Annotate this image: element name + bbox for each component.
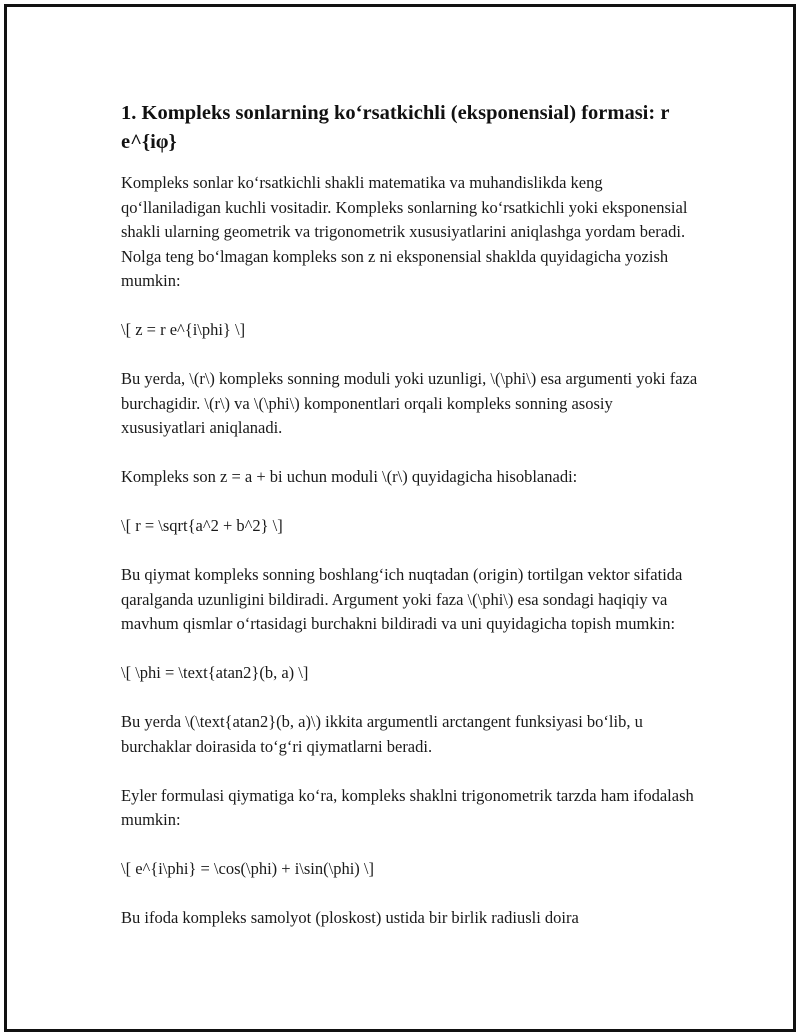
formula-phase: \[ \phi = \text{atan2}(b, a) \] — [121, 663, 309, 682]
paragraph-vector-length: Bu qiymat kompleks sonning boshlang‘ich nuqtadan (origin) tortilgan vektor sifatida qaralganda uzunligini bildiradi. Argument yoki faza \(\phi\) esa sondagi haqiqiy va mavhum qismlar o‘rtasidagi burchakni bildiradi va uni quyidagicha topish mumkin: — [121, 565, 683, 633]
paragraph-atan2: Bu yerda \(\text{atan2}(b, a)\) ikkita argumentli arctangent funksiyasi bo‘lib, u burchaklar doirasida to‘g‘ri qiymatlarni beradi. — [121, 712, 643, 756]
paragraph-intro: Kompleks sonlar ko‘rsatkichli shakli matematika va muhandislikda keng qo‘llaniladigan kuchli vositadir. Kompleks sonlarning ko‘rsatkichli yoki eksponensial shakli ularning geometrik va trigonometrik xususiyatlarini aniqlashga yordam beradi. Nolga teng bo‘lmagan kompleks son z ni eksponensial shaklda quyidagicha yozish mumkin: — [121, 173, 688, 290]
paragraph-modulus-argument: Bu yerda, \(r\) kompleks sonning moduli yoki uzunligi, \(\phi\) esa argumenti yoki faza burchagidir. \(r\) va \(\phi\) komponentlari orqali kompleks sonning asosiy xususiyatlari aniqlanadi. — [121, 369, 698, 437]
document-body — [121, 99, 701, 955]
paragraph-unit-circle: Bu ifoda kompleks samolyot (ploskost) ustida bir birlik radiusli doira — [121, 908, 579, 927]
section-heading: 1. Kompleks sonlarning ko‘rsatkichli (eksponensial) formasi: r e^{iφ} — [121, 102, 670, 153]
formula-modulus: \[ r = \sqrt{a^2 + b^2} \] — [121, 516, 283, 535]
page-frame — [4, 4, 796, 1032]
formula-exponential-form: \[ z = r e^{i\phi} \] — [121, 320, 246, 339]
formula-euler: \[ e^{i\phi} = \cos(\phi) + i\sin(\phi) \] — [121, 859, 374, 878]
paragraph-euler: Eyler formulasi qiymatiga ko‘ra, kompleks shaklni trigonometrik tarzda ham ifodalash mumkin: — [121, 785, 694, 829]
paragraph-modulus-calc: Kompleks son z = a + bi uchun moduli \(r\) quyidagicha hisoblanadi: — [121, 467, 578, 486]
